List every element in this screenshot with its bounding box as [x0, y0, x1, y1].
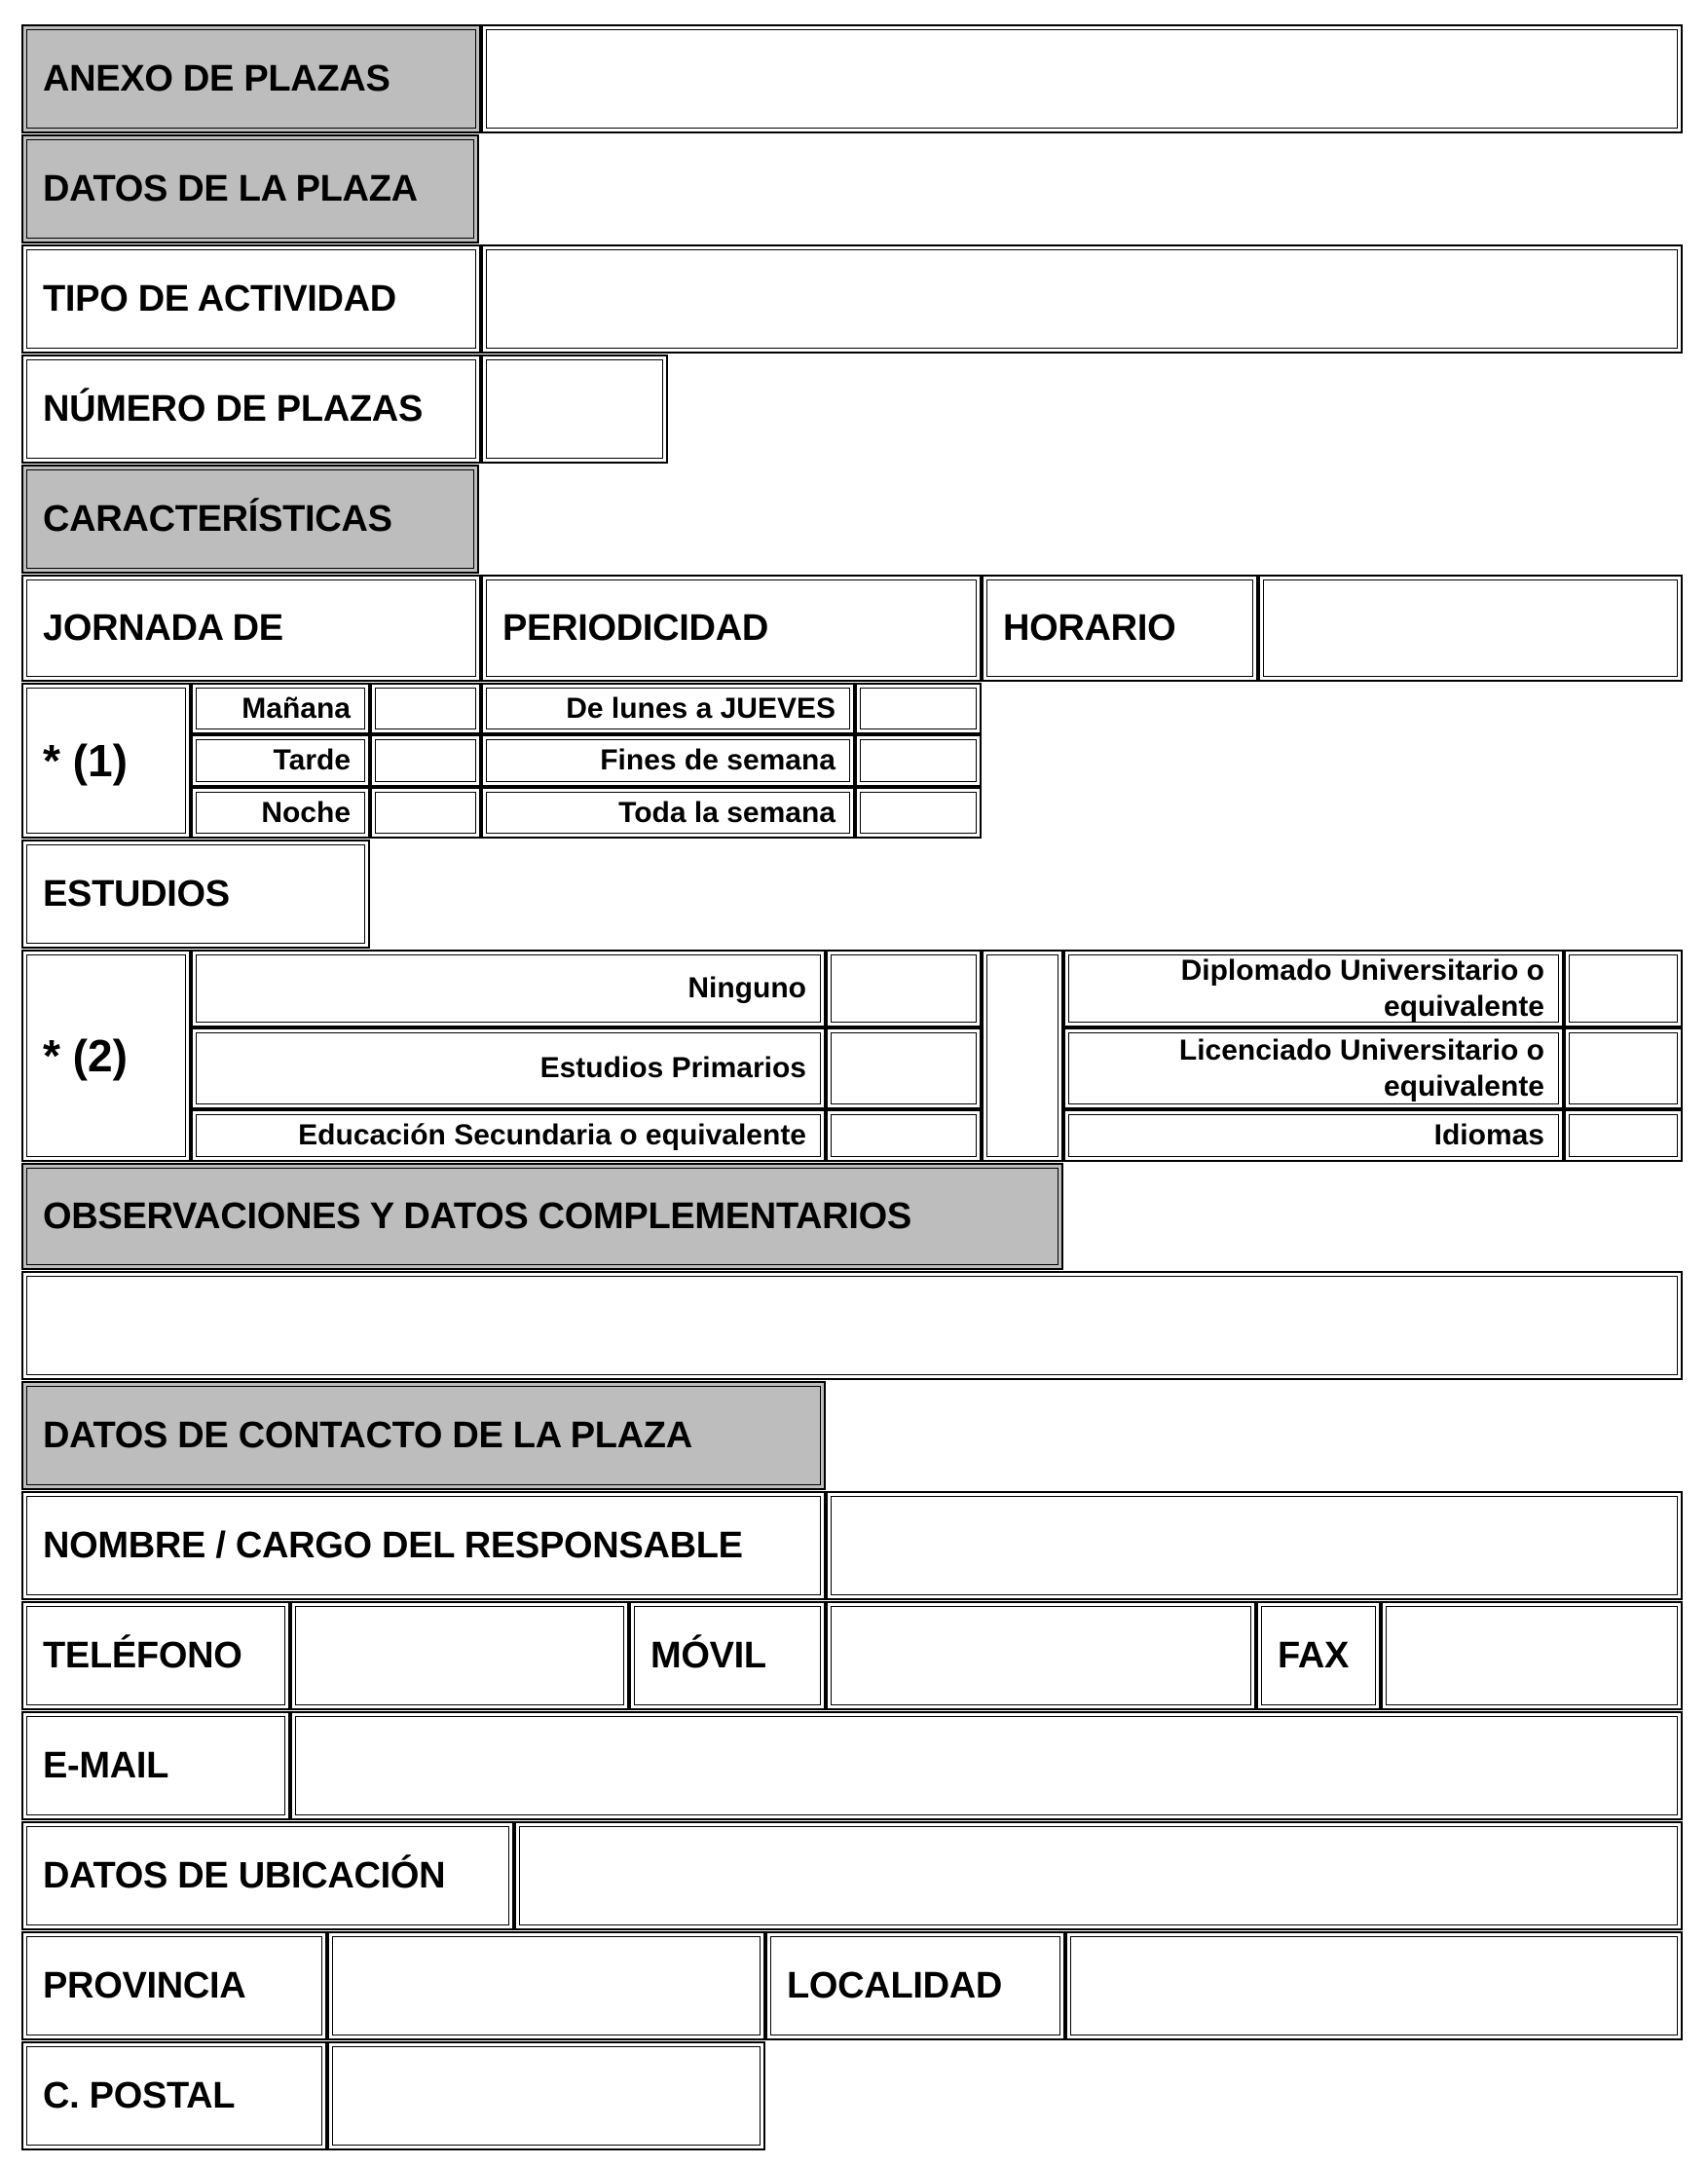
datos-plaza-label: DATOS DE LA PLAZA	[43, 168, 418, 209]
toda-semana-checkbox[interactable]	[855, 787, 982, 839]
nombre-cargo-label: NOMBRE / CARGO DEL RESPONSABLE	[43, 1524, 743, 1566]
nombre-cargo-field[interactable]	[826, 1491, 1683, 1600]
diplomado-checkbox[interactable]	[1564, 950, 1683, 1027]
caracteristicas-label: CARACTERÍSTICAS	[43, 498, 392, 540]
anexo-label: ANEXO DE PLAZAS	[43, 57, 390, 99]
numero-plazas-field[interactable]	[481, 355, 668, 464]
ninguno-label: Ninguno	[687, 972, 806, 1005]
ninguno-checkbox[interactable]	[826, 950, 982, 1027]
email-label: E-MAIL	[43, 1744, 169, 1786]
tipo-actividad-field[interactable]	[481, 244, 1683, 354]
fines-semana-label: Fines de semana	[600, 744, 835, 777]
email-field[interactable]	[290, 1711, 1683, 1820]
diplomado-label: Diplomado Universitario o equivalente	[1180, 953, 1544, 1023]
localidad-label: LOCALIDAD	[787, 1964, 1003, 2006]
estudios-marker: * (2)	[43, 1030, 128, 1081]
periodicidad-label: PERIODICIDAD	[502, 607, 768, 649]
horario-field[interactable]	[1258, 575, 1683, 682]
jornada-marker: * (1)	[43, 735, 128, 786]
manana-checkbox[interactable]	[370, 683, 481, 734]
secundaria-checkbox[interactable]	[826, 1109, 982, 1162]
fines-semana-checkbox[interactable]	[855, 734, 982, 787]
estudios-label: ESTUDIOS	[43, 873, 230, 915]
ubicacion-label: DATOS DE UBICACIÓN	[43, 1854, 446, 1896]
postal-field[interactable]	[327, 2041, 765, 2150]
movil-label: MÓVIL	[650, 1634, 766, 1676]
tarde-checkbox[interactable]	[370, 734, 481, 787]
estudios-spacer-cell	[982, 950, 1063, 1162]
observaciones-label: OBSERVACIONES Y DATOS COMPLEMENTARIOS	[43, 1195, 911, 1237]
anexo-field[interactable]	[481, 24, 1683, 133]
manana-label: Mañana	[241, 691, 351, 725]
toda-semana-label: Toda la semana	[618, 796, 835, 829]
numero-plazas-label: NÚMERO DE PLAZAS	[43, 388, 423, 429]
telefono-field[interactable]	[290, 1601, 629, 1710]
fax-field[interactable]	[1381, 1601, 1683, 1710]
provincia-field[interactable]	[327, 1931, 765, 2040]
licenciado-checkbox[interactable]	[1564, 1027, 1683, 1109]
idiomas-label: Idiomas	[1433, 1119, 1544, 1152]
idiomas-checkbox[interactable]	[1564, 1109, 1683, 1162]
noche-label: Noche	[261, 796, 351, 829]
lunes-jueves-label: De lunes a JUEVES	[566, 691, 835, 725]
jornada-label: JORNADA DE	[43, 607, 283, 649]
tipo-actividad-label: TIPO DE ACTIVIDAD	[43, 278, 396, 319]
observaciones-field[interactable]	[21, 1271, 1683, 1380]
lunes-jueves-checkbox[interactable]	[855, 683, 982, 734]
fax-label: FAX	[1278, 1634, 1350, 1676]
secundaria-label: Educación Secundaria o equivalente	[298, 1119, 806, 1152]
postal-label: C. POSTAL	[43, 2074, 236, 2116]
contacto-label: DATOS DE CONTACTO DE LA PLAZA	[43, 1414, 692, 1456]
localidad-field[interactable]	[1065, 1931, 1683, 2040]
telefono-label: TELÉFONO	[43, 1634, 242, 1676]
primarios-label: Estudios Primarios	[539, 1052, 806, 1085]
noche-checkbox[interactable]	[370, 787, 481, 839]
provincia-label: PROVINCIA	[43, 1964, 246, 2006]
ubicacion-field[interactable]	[514, 1821, 1683, 1930]
tarde-label: Tarde	[273, 744, 351, 777]
horario-label: HORARIO	[1003, 607, 1176, 649]
licenciado-label: Licenciado Universitario o equivalente	[1178, 1033, 1544, 1102]
primarios-checkbox[interactable]	[826, 1027, 982, 1109]
movil-field[interactable]	[826, 1601, 1256, 1710]
